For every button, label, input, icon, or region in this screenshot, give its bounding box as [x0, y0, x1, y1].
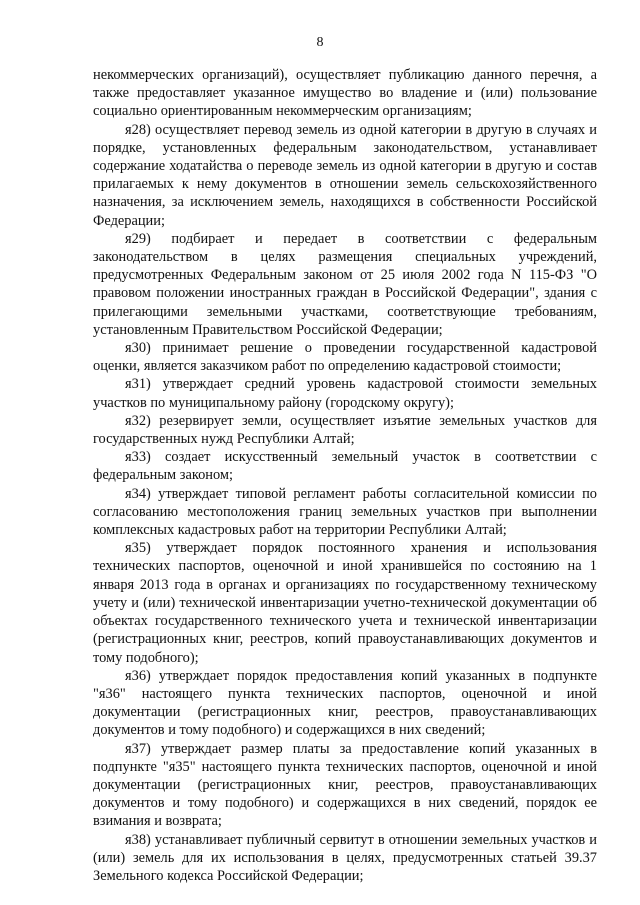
- paragraph: я35) утверждает порядок постоянного хранения и использования технических паспортов, оценочной и иной хранившейся по состоянию на 1 января 2013 года в органах и организациях по государственному техническому учету и (или) технической инвентаризации учетно-технической документации об объектах государственного технического учета и технической инвентаризации (регистрационных книг, реестров, копий правоустанавливающих документов и тому подобного);: [93, 540, 597, 666]
- paragraph: я29) подбирает и передает в соответствии с федеральным законодательством в целях размещения специальных учреждений, предусмотренных Федеральным законом от 25 июля 2002 года N 115-ФЗ "О правовом положении иностранных граждан в Российской Федерации", здания с прилегающими земельными участками, соответствующие требованиям, установленным Правительством Российской Федерации;: [93, 230, 597, 338]
- paragraph: я38) устанавливает публичный сервитут в отношении земельных участков и (или) земель для их использования в целях, предусмотренных статьей 39.37 Земельного кодекса Российской Федерации;: [93, 831, 597, 884]
- paragraph: я32) резервирует земли, осуществляет изъятие земельных участков для государственных нужд Республики Алтай;: [93, 412, 597, 448]
- paragraph: я36) утверждает порядок предоставления копий указанных в подпункте "я36" настоящего пункта технических паспортов, оценочной и иной документации (регистрационных книг, реестров, правоустанавливающих документов и тому подобного) и содержащихся в них сведений;: [93, 667, 597, 739]
- paragraph: я33) создает искусственный земельный участок в соответствии с федеральным законом;: [93, 449, 597, 484]
- document-body: [93, 66, 597, 885]
- paragraph: некоммерческих организаций), осуществляет публикацию данного перечня, а также предоставляет указанное имущество во владение и (или) пользование социально ориентированным некоммерческим организациям;: [93, 67, 597, 120]
- paragraph: я30) принимает решение о проведении государственной кадастровой оценки, является заказчиком работ по определению кадастровой стоимости;: [93, 340, 597, 375]
- paragraph: я31) утверждает средний уровень кадастровой стоимости земельных участков по муниципальному району (городскому округу);: [93, 376, 597, 411]
- paragraph: я34) утверждает типовой регламент работы согласительной комиссии по согласованию местоположения границ земельных участков при выполнении комплексных кадастровых работ на территории Республики Алтай;: [93, 485, 597, 539]
- page-number: 8: [316, 35, 324, 50]
- paragraph: я28) осуществляет перевод земель из одной категории в другую в случаях и порядке, установленных федеральным законодательством, устанавливает содержание ходатайства о переводе земель из одной категории в другую и состав прилагаемых к нему документов в отношении земель сельскохозяйственного назначения, за исключением земель, находящихся в собственности Российской Федерации;: [93, 121, 597, 229]
- paragraph: я37) утверждает размер платы за предоставление копий указанных в подпункте "я35" настоящего пункта технических паспортов, оценочной и иной документации (регистрационных книг, реестров, правоустанавливающих документов и тому подобного) и содержащихся в них сведений, порядок ее взимания и возврата;: [93, 740, 597, 830]
